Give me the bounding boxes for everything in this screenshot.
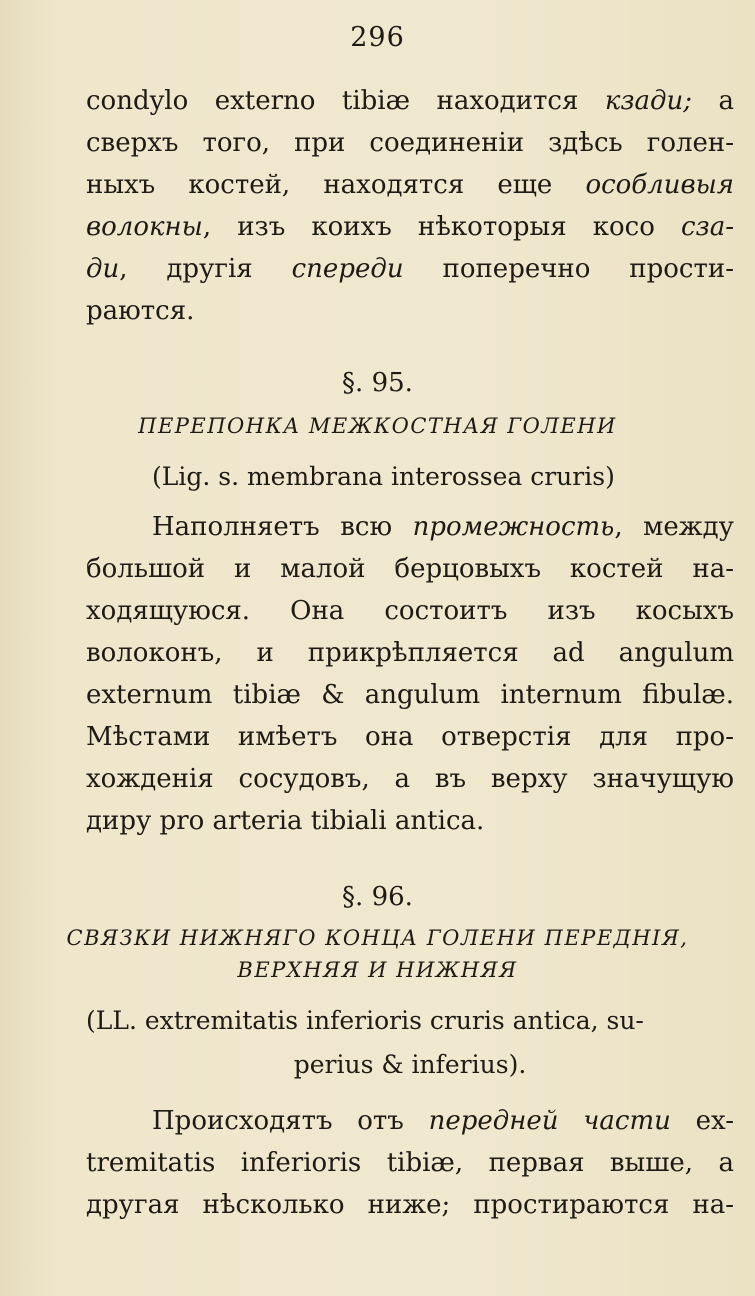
section-95-latin: (Lig. s. membrana interossea cruris) (152, 462, 615, 491)
text-segment: , между (614, 512, 734, 542)
text-line (86, 632, 734, 674)
text-line (86, 248, 734, 290)
text-segment: tremitatis inferioris tibiæ, первая выше, а (86, 1148, 734, 1178)
text-segment: externum tibiæ & angulum internum fibulæ. (86, 680, 734, 710)
text-line (86, 1142, 734, 1184)
italic-term: передней части (428, 1106, 671, 1136)
text-segment: другая нѣсколько ниже; простираются на- (86, 1190, 734, 1220)
italic-term: кзади; (604, 86, 693, 116)
italic-term: спереди (291, 254, 404, 284)
text-line (86, 1100, 734, 1142)
text-segment: ex- (670, 1106, 734, 1136)
text-segment: ходящуюся. Она состоитъ изъ косыхъ (86, 596, 734, 626)
text-segment: поперечно прости- (403, 254, 734, 284)
text-line (86, 290, 734, 332)
section-95-heading: ПЕРЕПОНКА МЕЖКОСТНАЯ ГОЛЕНИ (138, 414, 617, 438)
text-segment: Мѣстами имѣетъ она отверстія для про- (86, 722, 734, 752)
italic-term: особливыя (585, 170, 734, 200)
text-line (86, 206, 734, 248)
text-line (86, 80, 734, 122)
text-segment: ныхъ костей, находятся еще (86, 170, 586, 200)
text-line (86, 674, 734, 716)
section-95-number: §. 95. (342, 368, 413, 398)
text-segment: condylo externo tibiæ находится (86, 86, 605, 116)
text-line (86, 506, 734, 548)
text-segment: , другія (119, 254, 292, 284)
text-segment: волоконъ, и прикрѣпляется ad angulum (86, 638, 734, 668)
italic-term: ди (86, 254, 120, 284)
text-segment: хожденія сосудовъ, а въ верху значущую (86, 764, 734, 794)
text-line (86, 590, 734, 632)
text-segment: Происходятъ отъ (152, 1106, 429, 1136)
text-segment: диру pro arteria tibiali antica. (86, 806, 485, 836)
italic-term: промежность (412, 512, 615, 542)
section-96-paragraph (86, 1100, 734, 1226)
section-96-heading-line1: СВЯЗКИ НИЖНЯГО КОНЦА ГОЛЕНИ ПЕРЕДНІЯ, (66, 926, 689, 950)
italic-term: волокны (86, 212, 203, 242)
text-segment: , изъ коихъ нѣкоторыя косо (202, 212, 681, 242)
section-96-number: §. 96. (342, 882, 413, 912)
section-96-latin-line1: (LL. extremitatis inferioris cruris antica, su- (86, 1006, 644, 1035)
text-line (86, 122, 734, 164)
section-96-heading-line2: ВЕРХНЯЯ И НИЖНЯЯ (237, 958, 518, 982)
text-segment: сверхъ того, при соединеніи здѣсь голен- (86, 128, 734, 158)
text-line (86, 758, 734, 800)
text-line (86, 548, 734, 590)
text-segment: Наполняетъ всю (152, 512, 413, 542)
text-segment: большой и малой берцовыхъ костей на- (86, 554, 734, 584)
text-line (86, 1184, 734, 1226)
intro-paragraph (86, 80, 734, 332)
section-95-paragraph (86, 506, 734, 842)
text-line (86, 164, 734, 206)
text-line (86, 800, 734, 842)
text-line (86, 716, 734, 758)
text-segment: а (692, 86, 734, 116)
page-number: 296 (350, 22, 405, 53)
text-segment: раются. (86, 296, 195, 326)
italic-term: сза- (680, 212, 734, 242)
section-96-latin-line2: perius & inferius). (293, 1050, 527, 1079)
